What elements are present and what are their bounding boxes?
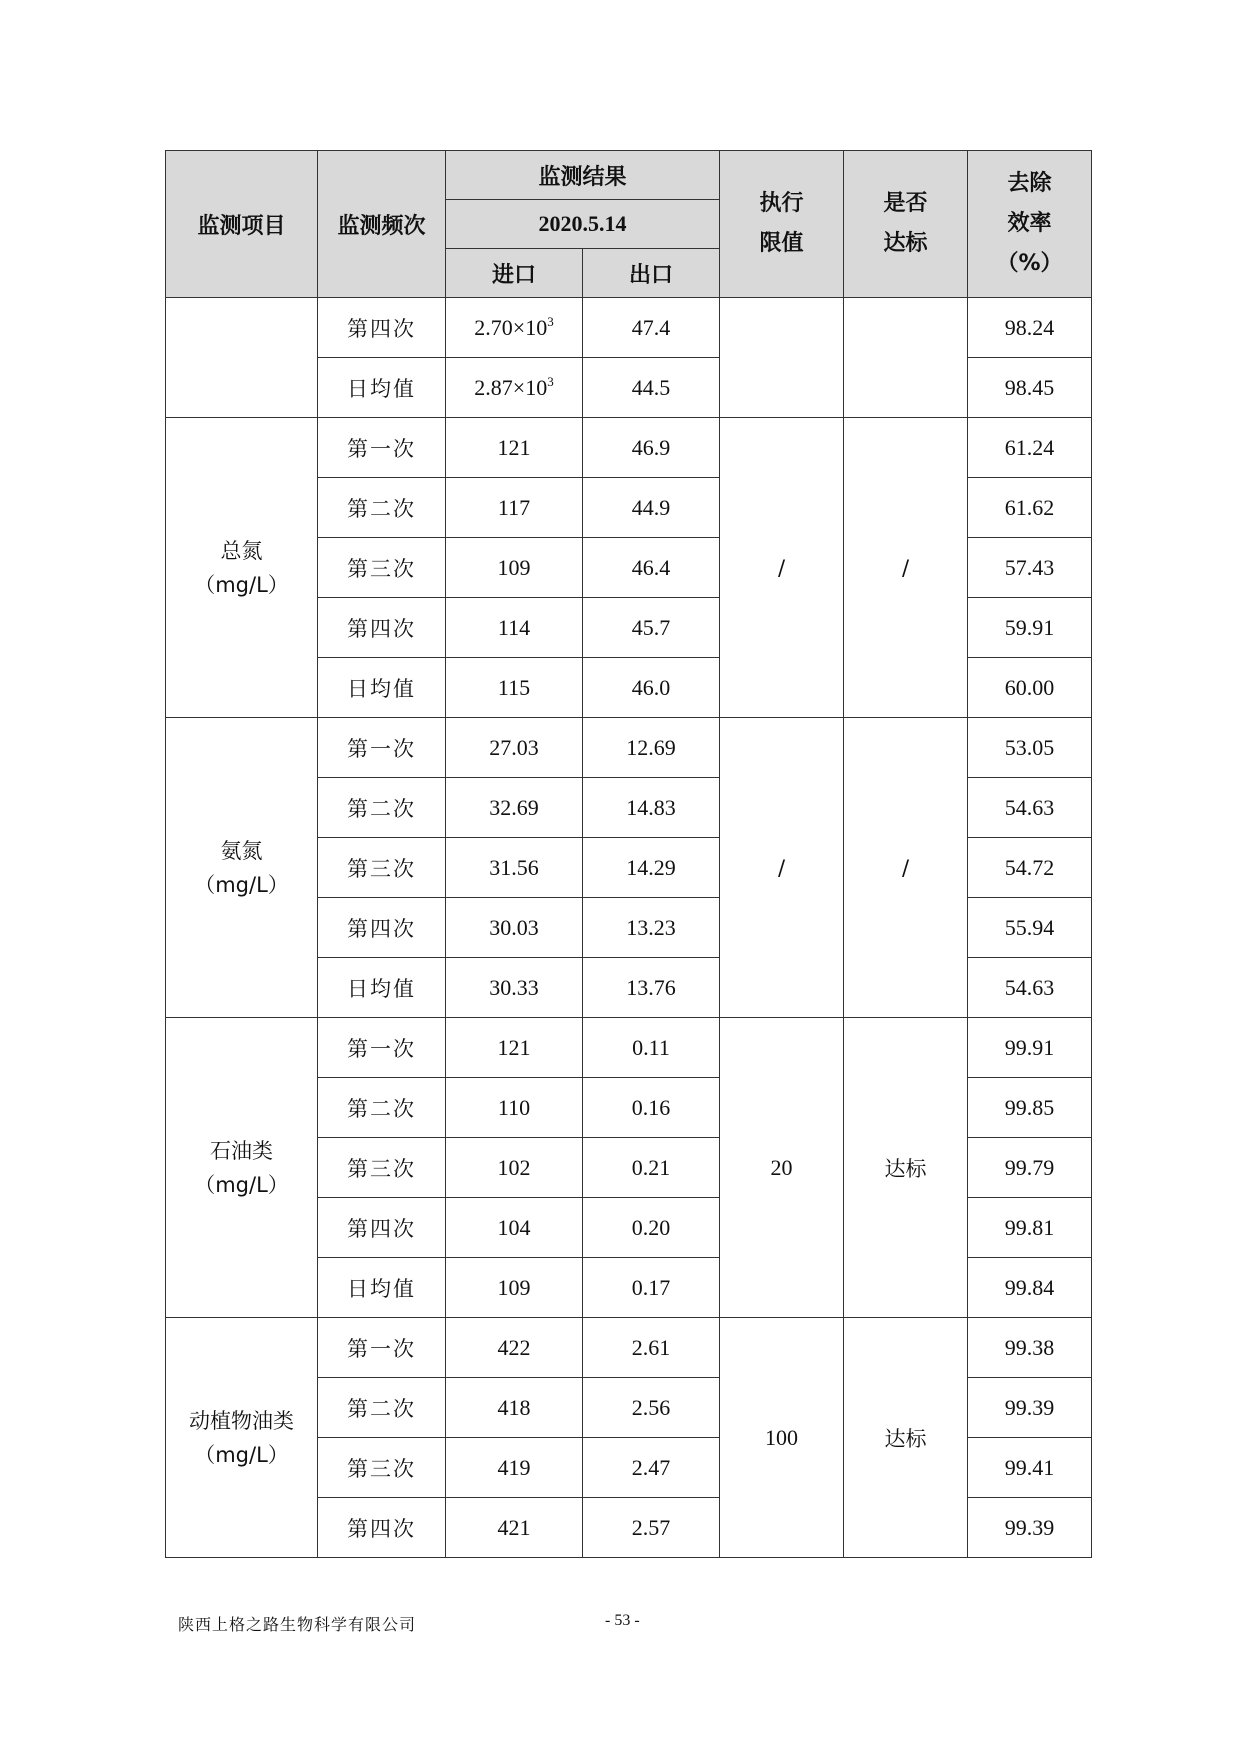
frequency-cell: 第四次 — [318, 598, 446, 658]
page-number: - 53 - — [605, 1612, 640, 1629]
table-body — [166, 298, 1092, 1558]
efficiency-cell: 60.00 — [968, 658, 1092, 718]
efficiency-cell: 99.41 — [968, 1438, 1092, 1498]
outlet-cell: 13.76 — [583, 958, 720, 1018]
inlet-cell: 115 — [446, 658, 583, 718]
efficiency-cell: 55.94 — [968, 898, 1092, 958]
outlet-cell: 46.0 — [583, 658, 720, 718]
inlet-cell: 109 — [446, 1258, 583, 1318]
inlet-cell: 110 — [446, 1078, 583, 1138]
inlet-cell: 418 — [446, 1378, 583, 1438]
frequency-cell: 日均值 — [318, 358, 446, 418]
standard-cell: 达标 — [844, 1318, 968, 1558]
inlet-cell: 109 — [446, 538, 583, 598]
table-row — [166, 1318, 1092, 1378]
header-inlet: 进口 — [446, 249, 583, 298]
frequency-cell: 第一次 — [318, 1018, 446, 1078]
frequency-cell: 第二次 — [318, 1078, 446, 1138]
limit-cell: 20 — [720, 1018, 844, 1318]
frequency-cell: 日均值 — [318, 658, 446, 718]
frequency-cell: 第一次 — [318, 418, 446, 478]
efficiency-cell: 59.91 — [968, 598, 1092, 658]
frequency-cell: 第四次 — [318, 1198, 446, 1258]
outlet-cell: 2.56 — [583, 1378, 720, 1438]
outlet-cell: 2.57 — [583, 1498, 720, 1558]
efficiency-cell: 61.62 — [968, 478, 1092, 538]
outlet-cell: 44.5 — [583, 358, 720, 418]
frequency-cell: 第三次 — [318, 838, 446, 898]
outlet-cell: 0.20 — [583, 1198, 720, 1258]
header-result: 监测结果 — [446, 151, 720, 200]
item-cell — [166, 1018, 318, 1318]
inlet-cell: 121 — [446, 1018, 583, 1078]
item-cell-continued — [166, 298, 318, 418]
inlet-cell: 104 — [446, 1198, 583, 1258]
limit-cell: 100 — [720, 1318, 844, 1558]
outlet-cell: 2.61 — [583, 1318, 720, 1378]
outlet-cell: 0.16 — [583, 1078, 720, 1138]
table-row — [166, 298, 1092, 358]
item-name: 动植物油类 — [189, 1408, 294, 1433]
item-unit: （mg/L） — [194, 872, 289, 897]
frequency-cell: 第三次 — [318, 538, 446, 598]
outlet-cell: 13.23 — [583, 898, 720, 958]
inlet-cell: 121 — [446, 418, 583, 478]
efficiency-cell: 99.81 — [968, 1198, 1092, 1258]
outlet-cell: 14.29 — [583, 838, 720, 898]
outlet-cell: 0.21 — [583, 1138, 720, 1198]
outlet-cell: 44.9 — [583, 478, 720, 538]
frequency-cell: 第四次 — [318, 898, 446, 958]
item-cell — [166, 718, 318, 1018]
efficiency-cell: 99.39 — [968, 1378, 1092, 1438]
inlet-cell: $2.87\times 10^3$ — [446, 358, 583, 418]
efficiency-cell: 99.84 — [968, 1258, 1092, 1318]
header-item: 监测项目 — [166, 151, 318, 298]
frequency-cell: 第三次 — [318, 1438, 446, 1498]
limit-cell-continued — [720, 298, 844, 418]
efficiency-cell: 57.43 — [968, 538, 1092, 598]
standard-cell: / — [844, 718, 968, 1018]
table-row — [166, 718, 1092, 778]
efficiency-cell: 54.63 — [968, 958, 1092, 1018]
inlet-cell: 30.03 — [446, 898, 583, 958]
header-standard: 是否 达标 — [844, 151, 968, 298]
item-unit: （mg/L） — [194, 572, 289, 597]
frequency-cell: 第二次 — [318, 778, 446, 838]
inlet-cell: 27.03 — [446, 718, 583, 778]
table-row — [166, 418, 1092, 478]
inlet-cell: 117 — [446, 478, 583, 538]
efficiency-cell: 53.05 — [968, 718, 1092, 778]
frequency-cell: 第一次 — [318, 1318, 446, 1378]
frequency-cell: 第二次 — [318, 478, 446, 538]
inlet-cell: 422 — [446, 1318, 583, 1378]
inlet-cell: 102 — [446, 1138, 583, 1198]
item-unit: （mg/L） — [194, 1172, 289, 1197]
frequency-cell: 第二次 — [318, 1378, 446, 1438]
frequency-cell: 日均值 — [318, 1258, 446, 1318]
frequency-cell: 第四次 — [318, 1498, 446, 1558]
item-name: 氨氮 — [220, 838, 263, 863]
outlet-cell: 14.83 — [583, 778, 720, 838]
efficiency-cell: 99.85 — [968, 1078, 1092, 1138]
efficiency-cell: 98.45 — [968, 358, 1092, 418]
inlet-cell: $2.70\times 10^3$ — [446, 298, 583, 358]
item-name: 石油类 — [210, 1138, 273, 1163]
item-cell — [166, 1318, 318, 1558]
efficiency-cell: 98.24 — [968, 298, 1092, 358]
limit-cell: / — [720, 718, 844, 1018]
table-row — [166, 1018, 1092, 1078]
inlet-cell: 30.33 — [446, 958, 583, 1018]
outlet-cell: 46.4 — [583, 538, 720, 598]
header-frequency: 监测频次 — [318, 151, 446, 298]
limit-cell: / — [720, 418, 844, 718]
item-name: 总氮 — [220, 538, 263, 563]
footer-company: 陕西上格之路生物科学有限公司 — [178, 1615, 417, 1634]
standard-cell: 达标 — [844, 1018, 968, 1318]
outlet-cell: 46.9 — [583, 418, 720, 478]
standard-cell: / — [844, 418, 968, 718]
frequency-cell: 第四次 — [318, 298, 446, 358]
outlet-cell: 0.11 — [583, 1018, 720, 1078]
header-limit: 执行 限值 — [720, 151, 844, 298]
header-removal-efficiency: 去除 效率 （%） — [968, 151, 1092, 298]
outlet-cell: 0.17 — [583, 1258, 720, 1318]
item-unit: （mg/L） — [194, 1442, 289, 1467]
outlet-cell: 12.69 — [583, 718, 720, 778]
efficiency-cell: 99.79 — [968, 1138, 1092, 1198]
efficiency-cell: 54.72 — [968, 838, 1092, 898]
inlet-cell: 31.56 — [446, 838, 583, 898]
header-outlet: 出口 — [583, 249, 720, 298]
outlet-cell: 45.7 — [583, 598, 720, 658]
inlet-cell: 421 — [446, 1498, 583, 1558]
efficiency-cell: 99.91 — [968, 1018, 1092, 1078]
inlet-cell: 32.69 — [446, 778, 583, 838]
standard-cell-continued — [844, 298, 968, 418]
outlet-cell: 47.4 — [583, 298, 720, 358]
frequency-cell: 第三次 — [318, 1138, 446, 1198]
frequency-cell: 第一次 — [318, 718, 446, 778]
efficiency-cell: 61.24 — [968, 418, 1092, 478]
inlet-cell: 114 — [446, 598, 583, 658]
efficiency-cell: 99.38 — [968, 1318, 1092, 1378]
efficiency-cell: 99.39 — [968, 1498, 1092, 1558]
item-cell — [166, 418, 318, 718]
frequency-cell: 日均值 — [318, 958, 446, 1018]
header-date: 2020.5.14 — [446, 200, 720, 249]
outlet-cell: 2.47 — [583, 1438, 720, 1498]
inlet-cell: 419 — [446, 1438, 583, 1498]
table-header — [166, 151, 1092, 298]
efficiency-cell: 54.63 — [968, 778, 1092, 838]
monitoring-results-table — [165, 150, 1092, 1558]
